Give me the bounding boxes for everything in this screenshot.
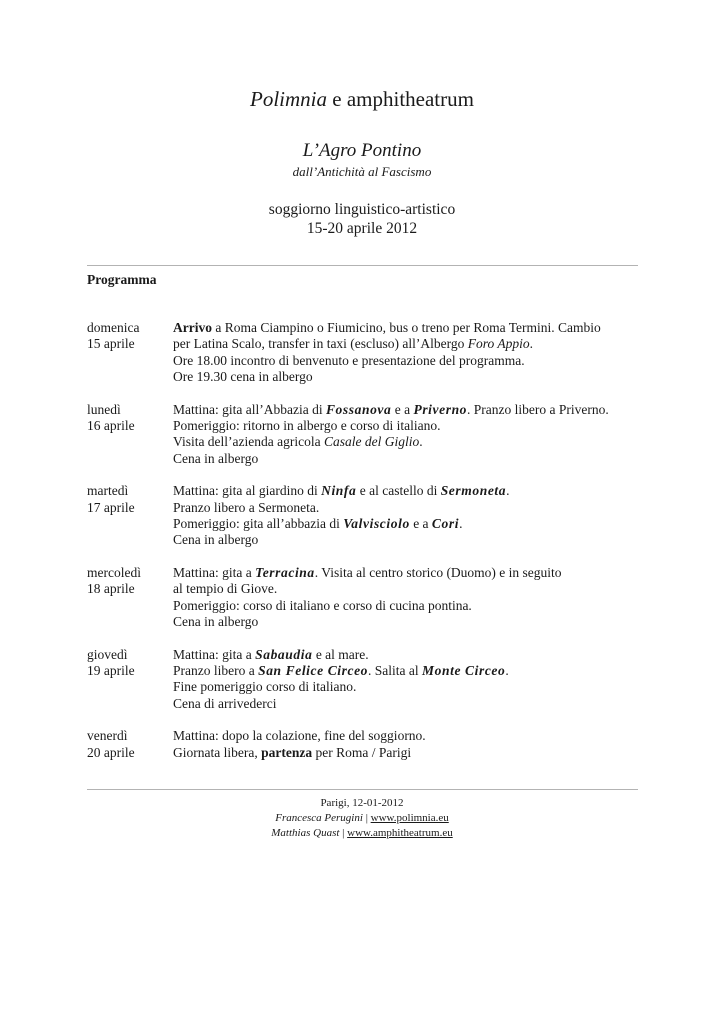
activity-line: [173, 451, 647, 467]
contact-2-link[interactable]: www.amphitheatrum.eu: [347, 827, 453, 839]
day-date: 15 aprile: [87, 336, 135, 352]
bottom-divider: [87, 789, 638, 790]
trip-type: soggiorno linguistico-artistico: [268, 201, 456, 218]
activity-text: Mattina: gita al giardino di: [173, 483, 322, 499]
day-label: [87, 402, 173, 468]
activity-line: [173, 402, 647, 418]
document-footer: [0, 796, 724, 841]
place-name: Fossanova: [325, 401, 392, 417]
activity-text: a Roma Ciampino o Fiumicino, bus o treno per Roma Termini. Cambio: [211, 320, 601, 335]
activity-line: [173, 728, 647, 744]
activity-text: Mattina: dopo la colazione, fine del soggiorno.: [173, 728, 426, 744]
place-name: Ninfa: [321, 483, 357, 499]
document-title: [0, 84, 724, 114]
activity-line: [173, 679, 647, 695]
day-weekday: venerdì: [87, 728, 128, 744]
contact-1-name: Francesca Perugini: [275, 812, 363, 824]
trip-dates: 15-20 aprile 2012: [306, 220, 418, 237]
activity-venue: Casale del Giglio: [324, 434, 420, 450]
activity-text: Ore 18.00 incontro di benvenuto e presentazione del programma.: [173, 352, 525, 368]
day-date: 16 aprile: [87, 418, 135, 434]
activity-text: .: [529, 336, 534, 352]
activity-text: al tempio di Giove.: [173, 581, 278, 597]
day-label: [87, 565, 173, 631]
footer-contact-1: [0, 811, 724, 826]
day-date: 19 aprile: [87, 662, 135, 678]
activity-text: Cena in albergo: [173, 450, 259, 466]
place-name: Valvisciolo: [343, 516, 410, 532]
day-weekday: lunedì: [87, 401, 121, 417]
place-name: Sabaudia: [255, 646, 313, 662]
schedule-day: [87, 728, 647, 761]
activity-emphasis: partenza: [261, 744, 313, 760]
schedule-day: [87, 320, 647, 386]
day-activities: [173, 402, 647, 468]
day-weekday: domenica: [87, 320, 140, 335]
contact-1-separator: |: [362, 812, 371, 824]
day-activities: [173, 647, 647, 713]
day-activities: [173, 320, 647, 386]
activity-text: Fine pomeriggio corso di italiano.: [173, 679, 357, 695]
activity-text: Pomeriggio: corso di italiano e corso di cucina pontina.: [173, 597, 472, 613]
day-date: 17 aprile: [87, 499, 135, 515]
activity-line: [173, 353, 647, 369]
place-name: Sermoneta: [440, 483, 507, 499]
contact-2-name: Matthias Quast: [271, 827, 340, 839]
activity-text: e a: [391, 401, 414, 417]
contact-1-link[interactable]: www.polimnia.eu: [370, 812, 449, 824]
activity-text: Visita dell’azienda agricola: [173, 434, 324, 450]
schedule-day: [87, 402, 647, 468]
day-label: [87, 320, 173, 386]
activity-text: . Visita al centro storico (Duomo) e in seguito: [314, 564, 562, 580]
activity-text: Mattina: gita a: [173, 646, 256, 662]
activity-text: Pranzo libero a Sermoneta.: [173, 499, 320, 515]
place-name: Cori: [431, 516, 460, 532]
activity-line: [173, 418, 647, 434]
title-polimnia: Polimnia: [250, 87, 328, 111]
activity-line: [173, 614, 647, 630]
activity-text: Giornata libera,: [173, 744, 262, 760]
activity-text: Pranzo libero a: [173, 662, 259, 678]
activity-text: e al mare.: [312, 646, 369, 662]
activity-emphasis: Arrivo: [173, 320, 212, 335]
activity-text: .: [419, 434, 423, 450]
activity-text: Pomeriggio: gita all’abbazia di: [173, 516, 344, 532]
schedule-day: [87, 565, 647, 631]
activity-text: Mattina: gita all’Abbazia di: [173, 401, 326, 417]
place-name: Monte Circeo: [422, 662, 506, 678]
activity-text: Cena in albergo: [173, 614, 259, 630]
activity-text: per Roma / Parigi: [312, 744, 412, 760]
schedule: [87, 320, 647, 777]
day-date: 20 aprile: [87, 744, 135, 760]
place-name: Terracina: [255, 564, 315, 580]
activity-text: .: [505, 662, 509, 678]
activity-line: [173, 320, 647, 336]
schedule-day: [87, 647, 647, 713]
activity-line: [173, 745, 647, 761]
schedule-day: [87, 483, 647, 549]
activity-line: [173, 696, 647, 712]
day-weekday: martedì: [87, 483, 129, 499]
activity-text: . Salita al: [368, 662, 423, 678]
contact-2-separator: |: [339, 827, 348, 839]
activity-text: Ore 19.30 cena in albergo: [173, 369, 313, 385]
activity-line: [173, 598, 647, 614]
document-header: [0, 84, 724, 238]
section-title: Programma: [87, 272, 157, 287]
day-label: [87, 483, 173, 549]
activity-line: [173, 483, 647, 499]
place-name: Priverno: [413, 401, 468, 417]
activity-text: e a: [409, 516, 432, 532]
activity-line: [173, 647, 647, 663]
activity-line: [173, 663, 647, 679]
day-weekday: mercoledì: [87, 564, 141, 580]
activity-text: Mattina: gita a: [173, 564, 256, 580]
day-label: [87, 728, 173, 761]
day-activities: [173, 728, 647, 761]
top-divider: [87, 265, 638, 266]
day-date: 18 aprile: [87, 581, 135, 597]
activity-line: [173, 500, 647, 516]
day-activities: [173, 565, 647, 631]
activity-text: .: [459, 516, 463, 532]
footer-contact-2: [0, 826, 724, 841]
document-subtitle: L’Agro Pontino: [302, 140, 422, 161]
title-rest: e amphitheatrum: [327, 87, 474, 111]
activity-line: [173, 434, 647, 450]
activity-line: [173, 581, 647, 597]
activity-text: Cena in albergo: [173, 532, 259, 548]
document-subsubtitle: dall’Antichità al Fascismo: [292, 164, 432, 179]
activity-text: .: [506, 483, 510, 499]
day-weekday: giovedì: [87, 646, 128, 662]
day-label: [87, 647, 173, 713]
activity-line: [173, 532, 647, 548]
activity-text: . Pranzo libero a Priverno.: [467, 401, 609, 417]
activity-line: [173, 516, 647, 532]
activity-text: per Latina Scalo, transfer in taxi (escluso) all’Albergo: [173, 336, 468, 352]
activity-line: [173, 369, 647, 385]
activity-venue: Foro Appio: [467, 336, 530, 352]
activity-text: Pomeriggio: ritorno in albergo e corso di italiano.: [173, 418, 441, 434]
day-activities: [173, 483, 647, 549]
activity-line: [173, 336, 647, 352]
footer-place-date: Parigi, 12-01-2012: [320, 797, 404, 809]
place-name: San Felice Circeo: [258, 662, 369, 678]
activity-line: [173, 565, 647, 581]
activity-text: Cena di arrivederci: [173, 695, 277, 711]
activity-text: e al castello di: [356, 483, 441, 499]
